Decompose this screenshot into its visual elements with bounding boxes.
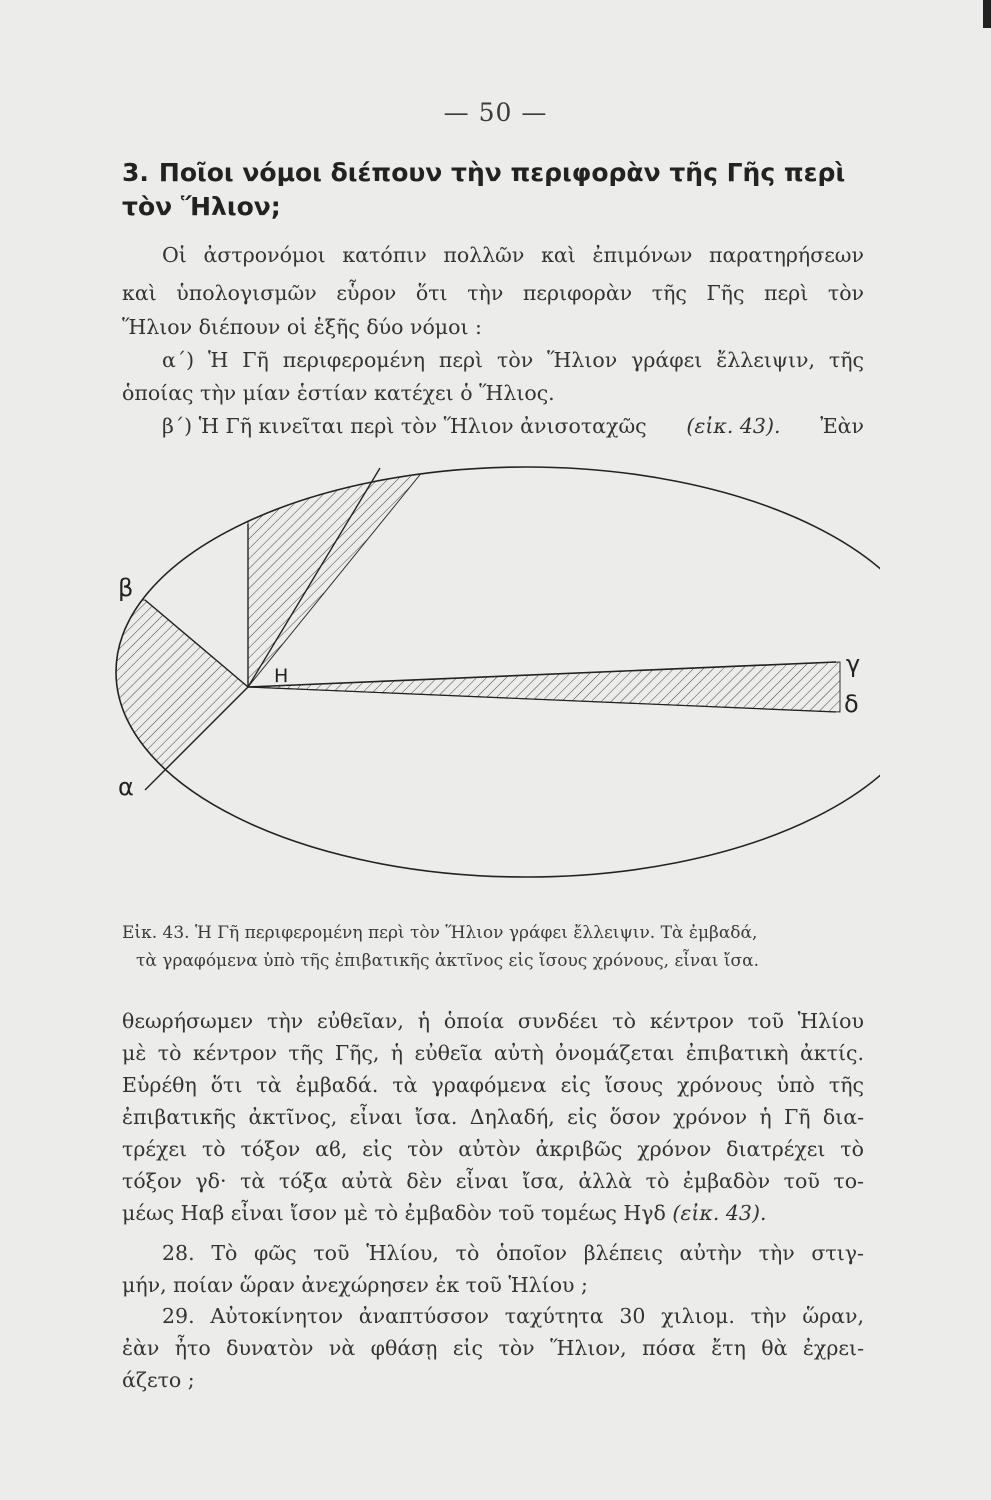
exercise-28-line-2: μήν, ποίαν ὥραν ἀνεχώρησεν ἐκ τοῦ Ἡλίου ; — [122, 1273, 588, 1297]
sector-top — [248, 450, 440, 687]
body-figure-ref: (εἰκ. 43). — [672, 1201, 767, 1225]
label-h: Η — [274, 665, 289, 687]
law-2-line — [122, 414, 864, 438]
exercise-29-text-2: ἐὰν ἦτο δυνατὸν νὰ φθάσῃ εἰς τὸν Ἥλιον, πόσα ἔτη θὰ ἐχρει- — [122, 1336, 864, 1360]
label-d: δ — [844, 690, 859, 718]
section-heading — [122, 156, 862, 224]
label-a: α — [118, 773, 134, 801]
body-text-2: μὲ τὸ κέντρον τῆς Γῆς, ἡ εὐθεῖα αὐτὴ ὀνομάζεται ἐπιβατικὴ ἀκτίς. — [122, 1041, 864, 1065]
law-1-line-2: ὁποίας τὴν μίαν ἑστίαν κατέχει ὁ Ἥλιος. — [122, 381, 555, 405]
kepler-ellipse-figure — [100, 450, 880, 890]
page-number: — 50 — — [443, 98, 548, 127]
heading-line-1 — [122, 156, 862, 190]
intro-text-2: καὶ ὑπολογισμῶν εὗρον ὅτι τὴν περιφορὰν τῆς Γῆς περὶ τὸν — [122, 281, 864, 305]
intro-line-1 — [122, 243, 864, 267]
exercise-29-line-2 — [122, 1336, 864, 1360]
scan-edge — [983, 0, 991, 28]
law-2-figure-ref: (εἰκ. 43). — [686, 414, 781, 438]
intro-line-2 — [122, 281, 864, 305]
exercise-29-text-1: 29. Αὐτοκίνητον ἀναπτύσσον ταχύτητα 30 χιλιομ. τὴν ὥραν, — [162, 1304, 864, 1328]
body-line-1 — [122, 1009, 864, 1033]
law-1-line-1 — [122, 348, 864, 372]
exercise-28-line-1 — [122, 1241, 864, 1265]
intro-text-1: Οἱ ἀστρονόμοι κατόπιν πολλῶν καὶ ἐπιμόνων παρατηρήσεων — [162, 243, 864, 267]
body-text-3: Εὑρέθη ὅτι τὰ ἐμβαδά. τὰ γραφόμενα εἰς ἴσους χρόνους ὑπὸ τῆς — [122, 1073, 864, 1097]
law-2-text: β΄) Ἡ Γῆ κινεῖται περὶ τὸν Ἥλιον ἀνισοταχῶς — [162, 414, 647, 438]
exercise-29-line-3: άζετο ; — [122, 1368, 195, 1392]
body-text-5: τρέχει τὸ τόξον αϐ, εἰς τὸν αὐτὸν ἀκριβῶς χρόνον διατρέχει τὸ — [122, 1137, 864, 1161]
body-text-4: ἐπιβατικῆς ἀκτῖνος, εἶναι ἴσα. Δηλαδή, εἰς ὅσον χρόνον ἡ Γῆ δια- — [122, 1105, 864, 1129]
heading-line-2: τὸν Ἥλιον; — [122, 192, 281, 221]
sector-hgd — [248, 662, 840, 712]
body-text-7: μέως Ηαβ εἶναι ἴσον μὲ τὸ ἐμβαδὸν τοῦ τομέως Ηγδ — [122, 1201, 666, 1225]
body-text-6: τόξον γδ· τὰ τόξα αὐτὰ δὲν εἶναι ἴσα, ἀλλὰ τὸ ἐμβαδὸν τοῦ το- — [122, 1169, 864, 1193]
body-line-5 — [122, 1137, 864, 1161]
heading-number: 3. — [122, 158, 149, 187]
exercise-28-text-1: 28. Τὸ φῶς τοῦ Ἡλίου, τὸ ὁποῖον βλέπεις αὐτὴν τὴν στιγ- — [162, 1241, 864, 1265]
label-b: β — [118, 574, 134, 602]
heading-text-1: Ποῖοι νόμοι διέπουν τὴν περιφορὰν τῆς Γῆς περὶ — [158, 158, 846, 187]
body-line-4 — [122, 1105, 864, 1129]
body-line-2 — [122, 1041, 864, 1065]
caption-line-1: Εἰκ. 43. Ἡ Γῆ περιφερομένη περὶ τὸν Ἥλιον γράφει ἔλλειψιν. Τὰ ἐμβαδά, — [122, 923, 758, 943]
caption-line-2: τὰ γραφόμενα ὑπὸ τῆς ἐπιβατικῆς ἀκτῖνος εἰς ἴσους χρόνους, εἶναι ἴσα. — [136, 951, 759, 971]
body-text-1: θεωρήσωμεν τὴν εὐθεῖαν, ἡ ὁποία συνδέει τὸ κέντρον τοῦ Ἡλίου — [122, 1009, 864, 1033]
body-line-3 — [122, 1073, 864, 1097]
label-g: γ — [846, 650, 861, 678]
exercise-29-line-1 — [122, 1304, 864, 1328]
law-2-continuation: Ἐὰν — [820, 414, 864, 438]
body-line-7 — [122, 1201, 864, 1225]
body-line-6 — [122, 1169, 864, 1193]
intro-line-3: Ἥλιον διέπουν οἱ ἑξῆς δύο νόμοι : — [122, 315, 482, 339]
law-1-text-1: α΄) Ἡ Γῆ περιφερομένη περὶ τὸν Ἥλιον γράφει ἔλλειψιν, τῆς — [162, 348, 864, 372]
sector-hab — [100, 600, 248, 795]
